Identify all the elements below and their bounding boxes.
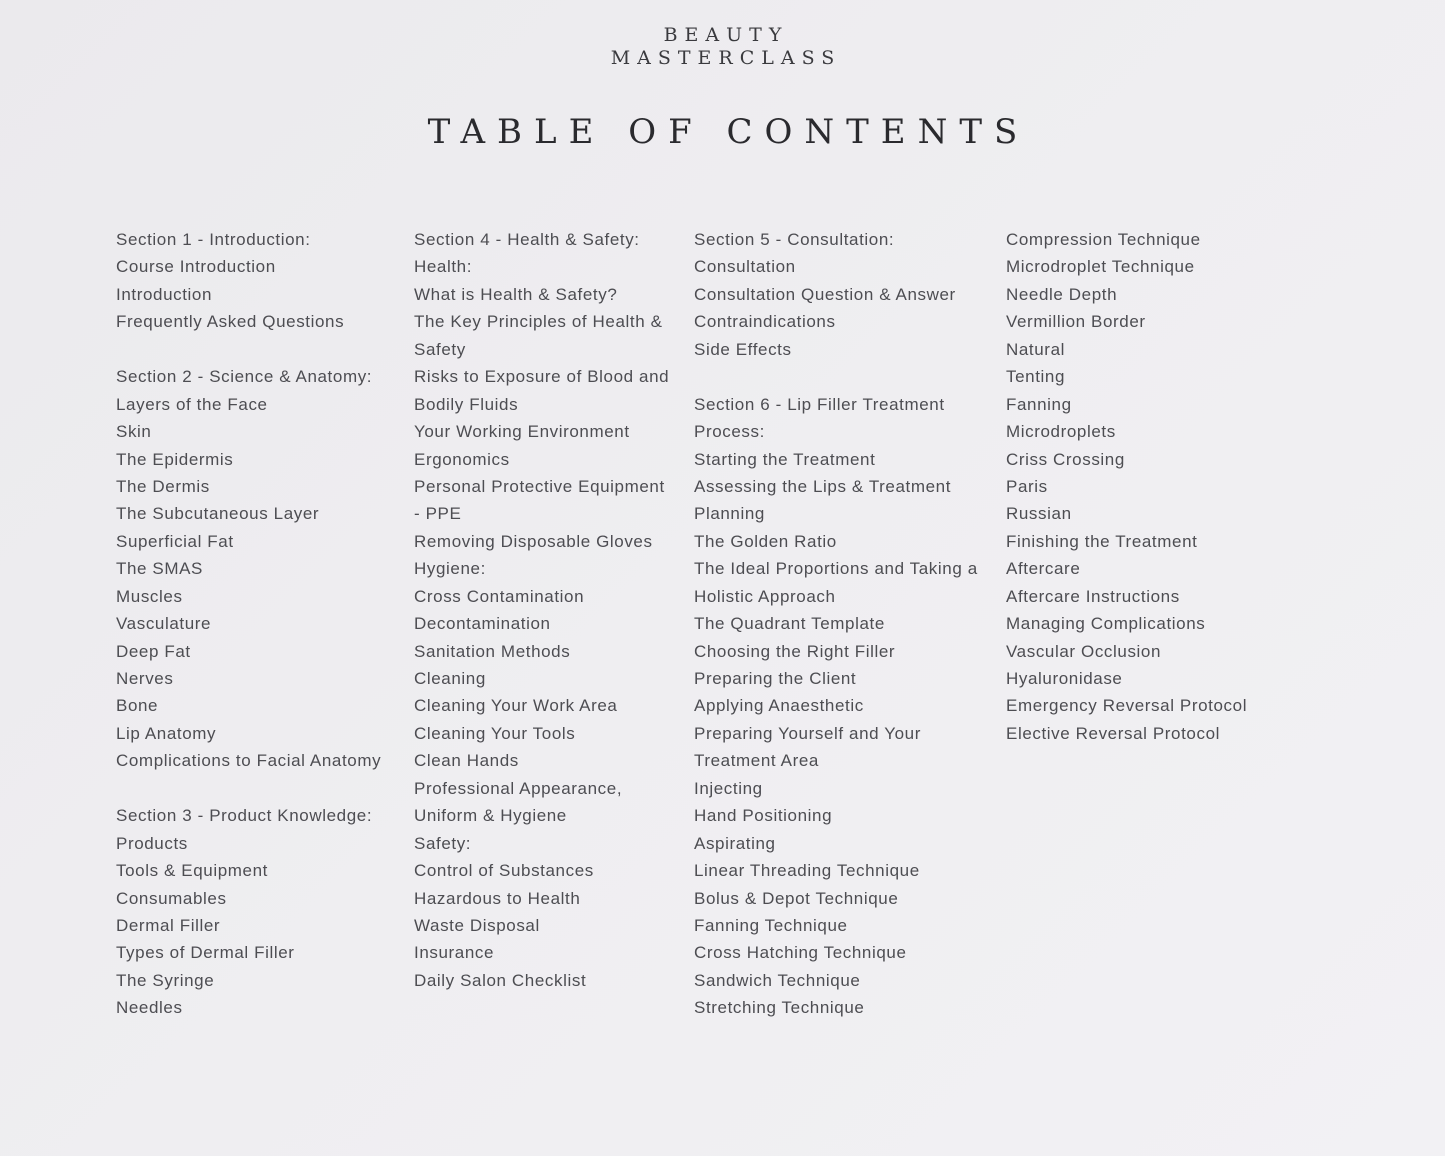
toc-entry: Ergonomics — [414, 449, 510, 469]
toc-entry: Course Introduction — [116, 257, 276, 277]
toc-entry: Control of Substances — [414, 861, 594, 881]
toc-entry: Hand Positioning — [694, 806, 833, 826]
toc-entry: Vasculature — [116, 614, 212, 634]
toc-entry: Applying Anaesthetic — [694, 696, 864, 716]
toc-entry: Preparing Yourself and Your — [694, 723, 921, 743]
toc-section-heading: Section 6 - Lip Filler Treatment — [694, 394, 945, 414]
toc-entry: Waste Disposal — [414, 915, 540, 935]
toc-entry: Hyaluronidase — [1006, 669, 1123, 688]
toc-entry: Consumables — [116, 888, 227, 908]
toc-entry: Safety — [414, 339, 466, 359]
toc-column-3 — [694, 226, 994, 1022]
toc-entry: Decontamination — [414, 614, 551, 634]
toc-entry: The Epidermis — [116, 449, 234, 469]
toc-entry: The Dermis — [116, 476, 210, 496]
toc-entry: The Ideal Proportions and Taking a — [694, 559, 978, 579]
toc-entry: Cleaning — [414, 669, 486, 688]
toc-entry: Compression Technique — [1006, 230, 1201, 249]
toc-entry: Professional Appearance, — [414, 778, 623, 798]
toc-section-heading: Section 2 - Science & Anatomy: — [116, 367, 373, 387]
toc-entry: Needle Depth — [1006, 284, 1118, 304]
brand-line-beauty: BEAUTY — [663, 24, 789, 46]
toc-entry: Treatment Area — [694, 751, 819, 771]
toc-entry: Vascular Occlusion — [1006, 641, 1162, 661]
section-spacer — [694, 363, 994, 390]
toc-entry: Insurance — [414, 943, 495, 963]
toc-entry: Natural — [1006, 339, 1066, 359]
toc-entry: Uniform & Hygiene — [414, 806, 567, 826]
toc-section-heading: Section 3 - Product Knowledge: — [116, 806, 373, 826]
toc-entry: Your Working Environment — [414, 422, 630, 442]
toc-entry: Personal Protective Equipment — [414, 476, 665, 496]
toc-entry: The SMAS — [116, 559, 203, 579]
toc-entry: The Quadrant Template — [694, 614, 885, 634]
toc-entry: Emergency Reversal Protocol — [1006, 696, 1248, 716]
toc-entry: Nerves — [116, 669, 174, 688]
toc-entry: Tools & Equipment — [116, 861, 268, 881]
section-spacer — [116, 775, 406, 802]
toc-column-1 — [116, 226, 406, 1022]
toc-entry: Aftercare Instructions — [1006, 586, 1180, 606]
toc-entry: Criss Crossing — [1006, 449, 1125, 469]
section-spacer — [116, 336, 406, 363]
toc-entry: Microdroplet Technique — [1006, 257, 1195, 277]
toc-entry: Side Effects — [694, 339, 792, 359]
toc-entry: Fanning — [1006, 394, 1072, 414]
toc-entry: Cross Hatching Technique — [694, 943, 907, 963]
toc-entry: Layers of the Face — [116, 394, 268, 414]
brand-line-masterclass: MASTERCLASS — [610, 47, 842, 69]
toc-entry: Hygiene: — [414, 559, 486, 579]
toc-entry: Tenting — [1006, 367, 1066, 387]
toc-entry: Daily Salon Checklist — [414, 970, 587, 990]
toc-entry: Muscles — [116, 586, 183, 606]
toc-entry: Russian — [1006, 504, 1072, 524]
toc-entry: The Golden Ratio — [694, 531, 837, 551]
toc-entry: Cross Contamination — [414, 586, 585, 606]
toc-entry: Skin — [116, 422, 152, 442]
toc-entry: Removing Disposable Gloves — [414, 531, 653, 551]
toc-column-4 — [1006, 226, 1296, 747]
toc-entry: Sandwich Technique — [694, 970, 861, 990]
toc-entry: Deep Fat — [116, 641, 191, 661]
page-title: TABLE OF CONTENTS — [427, 112, 1030, 152]
toc-section-heading: Section 1 - Introduction: — [116, 230, 311, 249]
toc-entry: The Subcutaneous Layer — [116, 504, 320, 524]
toc-section-heading: Section 5 - Consultation: — [694, 230, 895, 249]
toc-entry: Health: — [414, 257, 473, 277]
toc-entry: Fanning Technique — [694, 915, 848, 935]
toc-entry: Elective Reversal Protocol — [1006, 723, 1221, 743]
toc-entry: Introduction — [116, 284, 213, 304]
toc-entry: Assessing the Lips & Treatment — [694, 476, 952, 496]
toc-entry: Lip Anatomy — [116, 723, 217, 743]
toc-entry: Microdroplets — [1006, 422, 1116, 442]
toc-entry: Clean Hands — [414, 751, 519, 771]
toc-entry: Stretching Technique — [694, 998, 865, 1018]
toc-entry: Products — [116, 833, 188, 853]
toc-entry: Planning — [694, 504, 765, 524]
toc-entry: Bolus & Depot Technique — [694, 888, 899, 908]
toc-entry: Holistic Approach — [694, 586, 836, 606]
toc-entry: Process: — [694, 422, 765, 442]
toc-entry: The Key Principles of Health & — [414, 312, 663, 332]
toc-section-heading: Section 4 - Health & Safety: — [414, 230, 640, 249]
brand-logo — [0, 24, 1445, 70]
toc-entry: Types of Dermal Filler — [116, 943, 295, 963]
toc-entry: Safety: — [414, 833, 472, 853]
toc-entry: Cleaning Your Work Area — [414, 696, 618, 716]
toc-entry: Aftercare — [1006, 559, 1081, 579]
toc-entry: Cleaning Your Tools — [414, 723, 576, 743]
toc-entry: Vermillion Border — [1006, 312, 1146, 332]
toc-entry: Bone — [116, 696, 159, 716]
toc-entry: Dermal Filler — [116, 915, 221, 935]
toc-entry: Superficial Fat — [116, 531, 234, 551]
toc-entry: Needles — [116, 998, 183, 1018]
toc-entry: Injecting — [694, 778, 763, 798]
toc-entry: Sanitation Methods — [414, 641, 571, 661]
toc-entry: The Syringe — [116, 970, 215, 990]
toc-entry: Risks to Exposure of Blood and — [414, 367, 670, 387]
toc-entry: Complications to Facial Anatomy — [116, 751, 382, 771]
toc-column-2 — [414, 226, 684, 994]
toc-entry: Managing Complications — [1006, 614, 1206, 634]
toc-entry: Consultation Question & Answer — [694, 284, 956, 304]
toc-entry: Finishing the Treatment — [1006, 531, 1198, 551]
toc-entry: Hazardous to Health — [414, 888, 581, 908]
toc-entry: - PPE — [414, 504, 462, 524]
toc-entry: Frequently Asked Questions — [116, 312, 345, 332]
toc-entry: Choosing the Right Filler — [694, 641, 896, 661]
toc-entry: Consultation — [694, 257, 796, 277]
toc-entry: What is Health & Safety? — [414, 284, 618, 304]
toc-entry: Bodily Fluids — [414, 394, 519, 414]
toc-entry: Linear Threading Technique — [694, 861, 920, 881]
toc-entry: Starting the Treatment — [694, 449, 876, 469]
toc-entry: Preparing the Client — [694, 669, 857, 688]
toc-entry: Aspirating — [694, 833, 776, 853]
toc-entry: Paris — [1006, 476, 1048, 496]
toc-entry: Contraindications — [694, 312, 836, 332]
